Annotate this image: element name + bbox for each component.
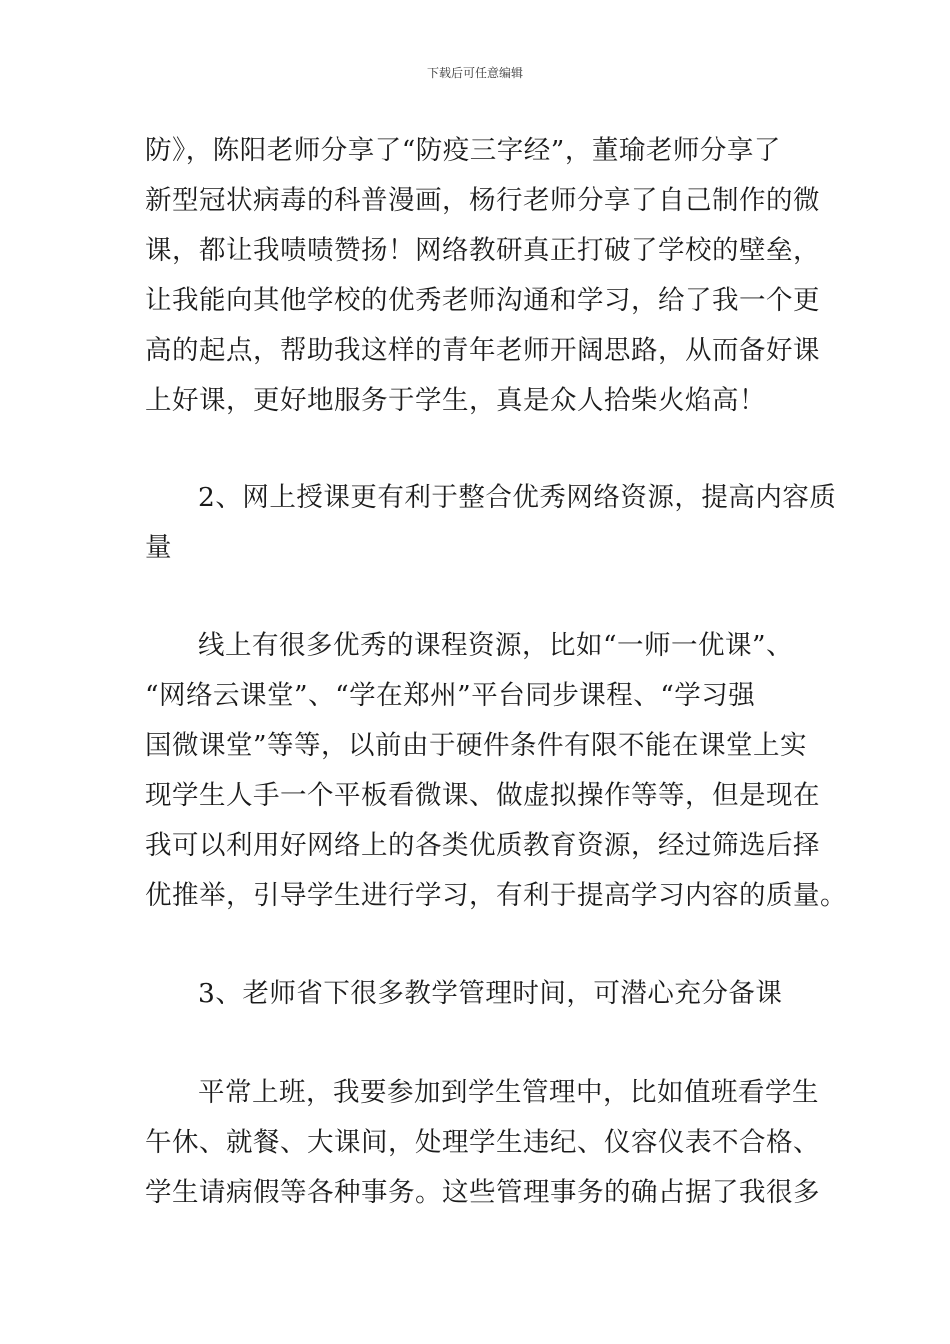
body-line: 优推举，引导学生进行学习，有利于提高学习内容的质量。 <box>145 880 847 911</box>
body-line: 防》，陈阳老师分享了“防疫三字经”，董瑜老师分享了 <box>145 135 781 166</box>
body-line: 线上有很多优秀的课程资源，比如“一师一优课”、 <box>198 630 794 661</box>
body-line: 学生请病假等各种事务。这些管理事务的确占据了我很多 <box>145 1177 820 1208</box>
section-heading: 3、老师省下很多教学管理时间，可潜心充分备课 <box>198 978 783 1009</box>
body-line: 平常上班，我要参加到学生管理中，比如值班看学生 <box>198 1077 819 1108</box>
section-heading: 2、网上授课更有利于整合优秀网络资源，提高内容质 <box>198 482 837 513</box>
section-heading-continued: 量 <box>145 532 172 563</box>
body-line: 午休、就餐、大课间，处理学生违纪、仪容仪表不合格、 <box>145 1127 820 1158</box>
body-line: 我可以利用好网络上的各类优质教育资源，经过筛选后择 <box>145 830 820 861</box>
page-header: 下载后可任意编辑 <box>426 66 523 80</box>
body-line: 高的起点，帮助我这样的青年老师开阔思路，从而备好课 <box>145 335 820 366</box>
body-line: 国微课堂”等等，以前由于硬件条件有限不能在课堂上实 <box>145 730 808 761</box>
body-line: 上好课，更好地服务于学生，真是众人拾柴火焰高！ <box>145 385 766 416</box>
body-line: 课，都让我啧啧赞扬！网络教研真正打破了学校的壁垒， <box>145 235 820 266</box>
body-line: “网络云课堂”、“学在郑州”平台同步课程、“学习强 <box>145 680 756 711</box>
body-line: 让我能向其他学校的优秀老师沟通和学习，给了我一个更 <box>145 285 820 316</box>
body-line: 新型冠状病毒的科普漫画，杨行老师分享了自己制作的微 <box>145 185 820 216</box>
body-line: 现学生人手一个平板看微课、做虚拟操作等等，但是现在 <box>145 780 820 811</box>
